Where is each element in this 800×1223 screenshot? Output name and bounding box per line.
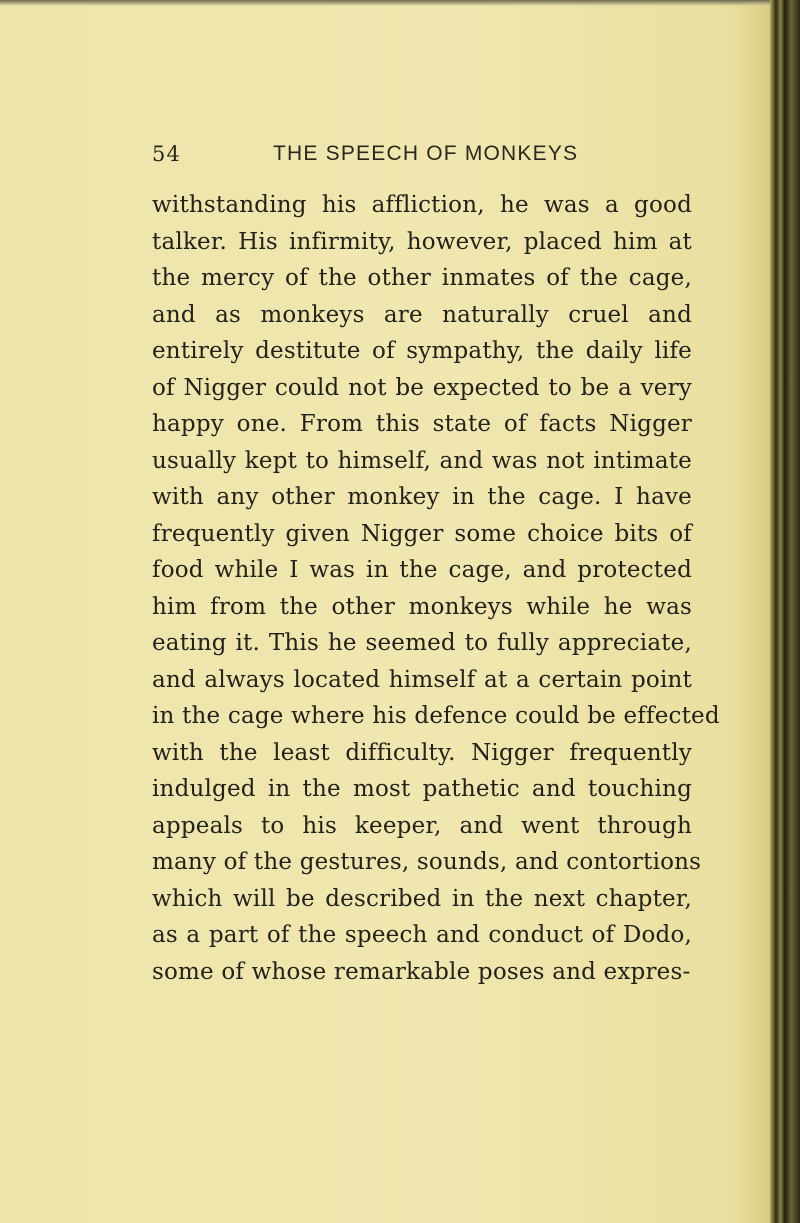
text-line: usually kept to himself, and was not intimate [152, 447, 692, 474]
text-line: in the cage where his defence could be effected [152, 703, 720, 729]
text-line: food while I was in the cage, and protected [152, 557, 692, 583]
running-head: THE SPEECH OF MONKEYS [273, 142, 579, 165]
text-line: him from the other monkeys while he was [152, 593, 692, 620]
text-line: some of whose remarkable poses and expres- [152, 958, 691, 985]
text-line: with any other monkey in the cage. I have [152, 484, 692, 510]
text-line: entirely destitute of sympathy, the daily life [152, 338, 692, 364]
text-line: eating it. This he seemed to fully appreciate, [152, 630, 692, 656]
page-number: 54 [152, 142, 182, 166]
text-line: many of the gestures, sounds, and contortions [152, 849, 702, 875]
text-line: and as monkeys are naturally cruel and [152, 301, 692, 328]
text-line: with the least difficulty. Nigger frequently [152, 739, 692, 766]
text-line: happy one. From this state of facts Nigger [152, 411, 692, 437]
page-header [152, 138, 712, 174]
text-line: frequently given Nigger some choice bits of [152, 520, 692, 547]
text-line: withstanding his affliction, he was a good [152, 192, 692, 218]
text-line: appeals to his keeper, and went through [152, 812, 692, 839]
text-line: which will be described in the next chapter, [152, 885, 692, 912]
text-line: indulged in the most pathetic and touching [152, 776, 692, 802]
page-top-edge [0, 0, 800, 6]
book-binding-edge [770, 0, 800, 1223]
text-line: the mercy of the other inmates of the cage, [152, 265, 692, 291]
text-line: as a part of the speech and conduct of Dodo, [152, 922, 692, 948]
text-line: and always located himself at a certain point [152, 666, 692, 693]
body-text [152, 187, 720, 990]
text-line: of Nigger could not be expected to be a very [152, 374, 692, 401]
text-line: talker. His infirmity, however, placed him at [152, 228, 692, 255]
